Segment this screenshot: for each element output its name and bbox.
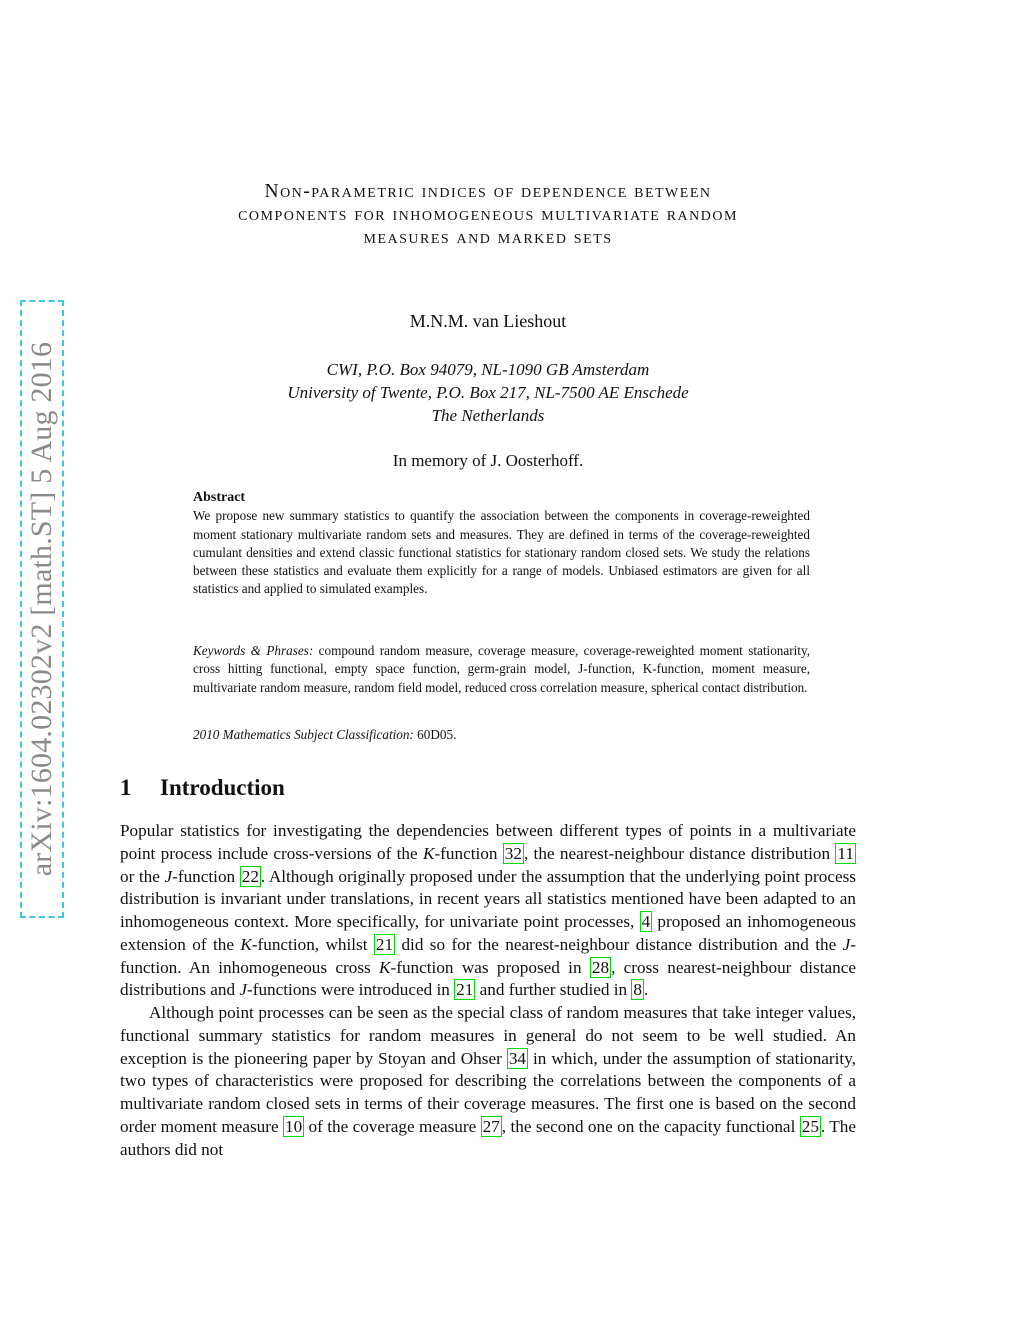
keywords	[193, 642, 810, 697]
paper-title	[120, 180, 856, 249]
abstract-text: We propose new summary statistics to quantify the association between the components in coverage-reweighted moment stationary multivariate random sets and measures. They are defined in terms of the coverage-reweighted cumulant densities and extend classic functional statistics for stationary random closed sets. We study the relations between these statistics and evaluate them explicitly for a range of models. Unbiased estimators are given for all statistics and applied to simulated examples.	[193, 508, 810, 597]
text-run: in which, under the assumption of stationarity, two types of characteristics were proposed for describing the correlations between the components of a multivariate random closed sets in terms of their coverage measures. The first one is based on the second order moment measure	[120, 1048, 856, 1136]
math-symbol: K	[379, 957, 391, 977]
text-run: and further studied in	[475, 980, 632, 1000]
keywords-label: Keywords & Phrases:	[193, 643, 314, 658]
msc-label: 2010 Mathematics Subject Classification:	[193, 727, 414, 742]
arxiv-stamp	[20, 300, 64, 918]
text-run: , the nearest-neighbour distance distribution	[523, 843, 836, 863]
title-line: measures and marked sets	[363, 227, 613, 248]
math-symbol: K	[240, 934, 252, 954]
math-symbol: J	[842, 934, 851, 954]
text-run: . The authors did not	[120, 1116, 856, 1159]
abstract	[193, 489, 810, 599]
text-run: proposed an inhomogeneous extension of the	[120, 912, 856, 954]
text-run: -function, whilst	[251, 934, 374, 954]
citation-link[interactable]: 21	[375, 934, 394, 954]
abstract-heading: Abstract	[193, 490, 246, 505]
citation-link[interactable]: 27	[482, 1116, 500, 1136]
math-symbol: K	[422, 843, 435, 863]
section-heading	[120, 775, 285, 801]
text-run: of the coverage measure	[304, 1116, 481, 1136]
text-run: or the	[120, 866, 165, 886]
text-run: .	[644, 980, 649, 1000]
msc-classification	[193, 727, 810, 743]
citation-link[interactable]: 28	[591, 957, 610, 977]
math-symbol: J	[164, 866, 173, 886]
paragraph	[120, 820, 856, 1002]
citation-link[interactable]: 10	[284, 1116, 303, 1136]
dedication: In memory of J. Oosterhoff.	[392, 451, 584, 470]
text-run: Popular statistics for investigating the dependencies between different types of points in a multivariate point process include cross-versions of the	[120, 821, 856, 863]
math-symbol: J	[239, 980, 247, 1000]
body-text	[120, 820, 856, 1161]
text-run: , the second one on the capacity functional	[501, 1116, 800, 1136]
affiliation-line: University of Twente, P.O. Box 217, NL-7500 AE Enschede	[287, 383, 689, 402]
text-run: did so for the nearest-neighbour distance distribution and the	[395, 934, 843, 954]
text-run: . Although originally proposed under the assumption that the underlying point process distribution is invariant under translations, in recent years all statistics mentioned have been adapted to an inhomogeneous context. More specifically, for univariate point processes,	[120, 866, 856, 931]
text-run: Although point processes can be seen as the special class of random measures that take integer values, functional summary statistics for random measures in general do not seem to be well studied. An exception is the pioneering paper by Stoyan and Ohser	[120, 1003, 856, 1068]
affiliations	[120, 358, 856, 427]
text-run: -function was proposed in	[390, 957, 590, 977]
msc-value: 60D05.	[413, 727, 457, 742]
citation-link[interactable]: 34	[508, 1048, 526, 1068]
text-run: -function	[434, 843, 503, 863]
arxiv-id: arXiv:1604.02302v2 [math.ST] 5 Aug 2016	[25, 341, 58, 877]
text-run: -function	[172, 866, 240, 886]
section-number: 1	[120, 775, 132, 800]
affiliation-line: The Netherlands	[431, 406, 545, 425]
paragraph	[120, 1002, 856, 1161]
citation-link[interactable]: 22	[241, 866, 259, 886]
section-title: Introduction	[160, 775, 285, 800]
citation-link[interactable]: 32	[504, 843, 522, 863]
citation-link[interactable]: 25	[801, 1116, 819, 1136]
keywords-text: compound random measure, coverage measure, coverage-reweighted moment stationarity, cross hitting functional, empty space function, germ-grain model, J-function, K-function, moment measure, multivariate random measure, random field model, reduced cross correlation measure, spherical contact distribution.	[193, 643, 811, 695]
citation-link[interactable]: 8	[633, 980, 643, 1000]
text-run: -functions were introduced in	[247, 980, 455, 1000]
citation-link[interactable]: 21	[456, 980, 474, 1000]
citation-link[interactable]: 11	[837, 843, 854, 863]
text-run: -function. An inhomogeneous cross	[120, 934, 857, 977]
title-line: components for inhomogeneous multivariate random	[238, 204, 738, 225]
author-name: M.N.M. van Lieshout	[409, 311, 567, 331]
affiliation-line: CWI, P.O. Box 94079, NL-1090 GB Amsterdam	[326, 360, 650, 379]
title-line: Non-parametric indices of dependence between	[264, 181, 712, 202]
citation-link[interactable]: 4	[641, 912, 651, 931]
text-run: , cross nearest-neighbour distance distributions and	[120, 957, 857, 1000]
